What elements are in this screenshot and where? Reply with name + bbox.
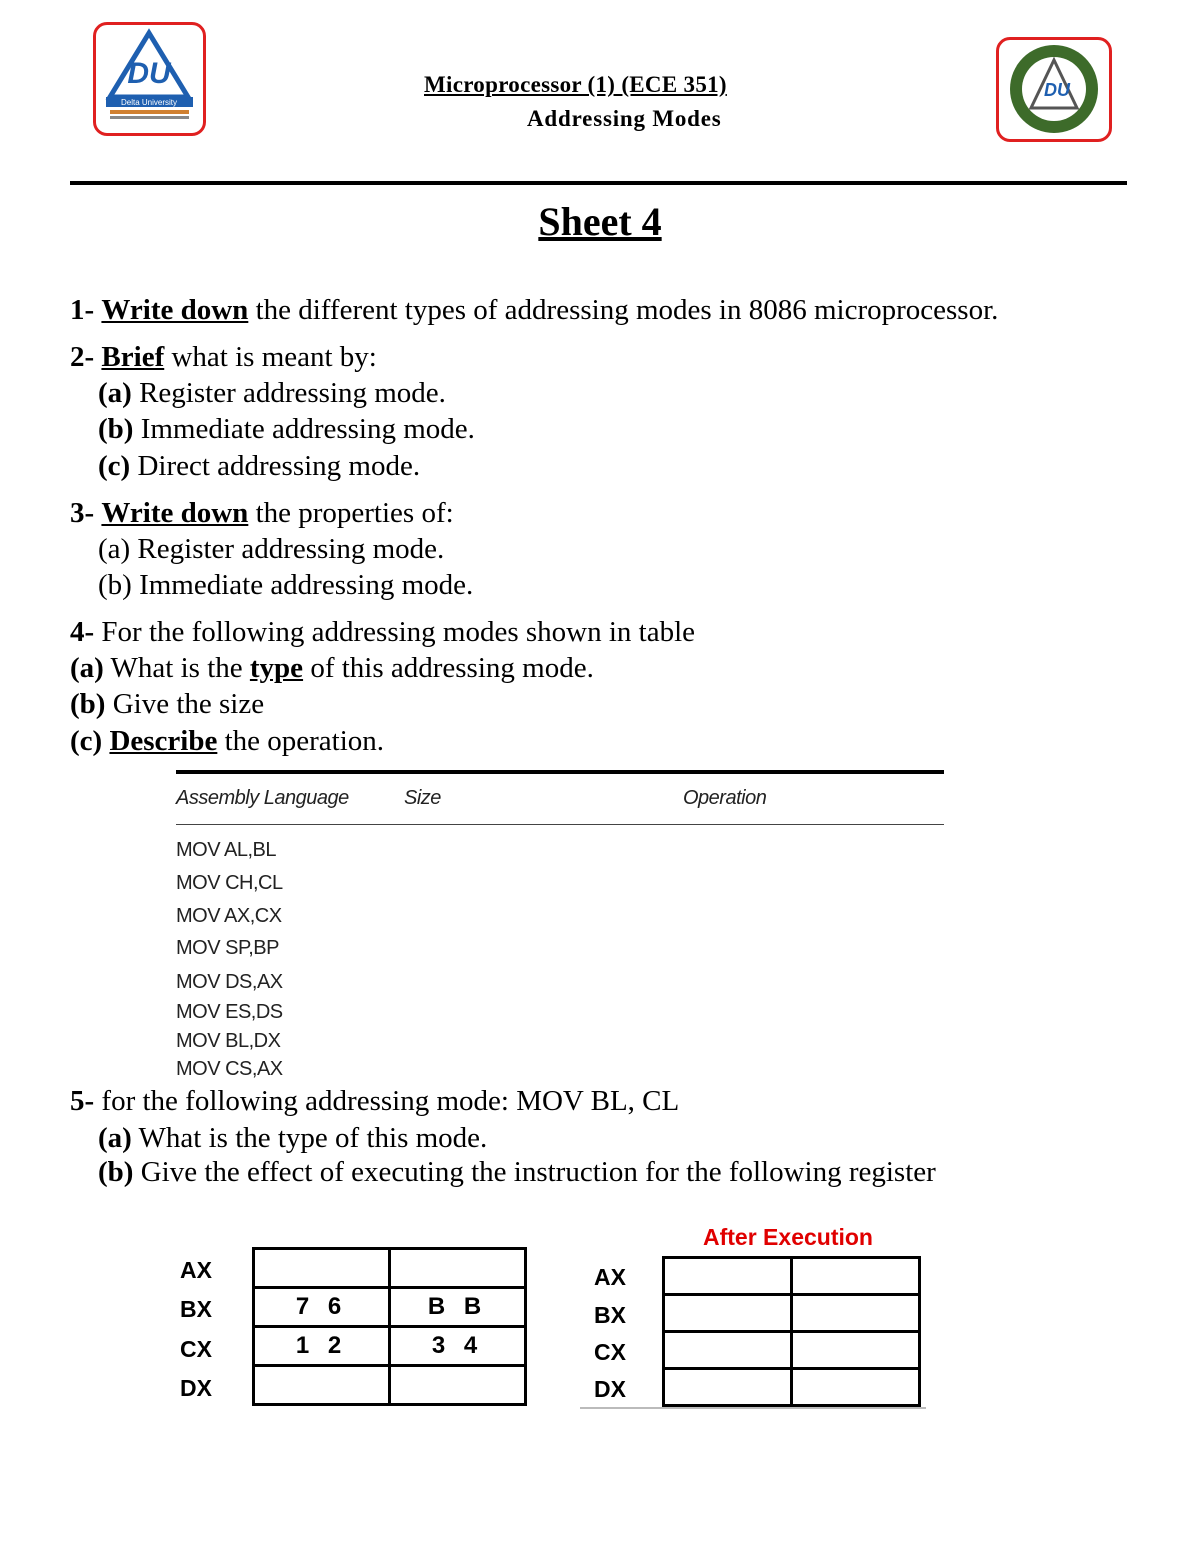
question-5-item-a: (a) What is the type of this mode.: [98, 1122, 488, 1154]
register-cell: [664, 1369, 792, 1406]
question-3-item-a: (a) Register addressing mode.: [98, 533, 445, 565]
svg-text:DU: DU: [1044, 80, 1070, 100]
table-row: MOV AX,CX: [176, 905, 282, 927]
after-grid-baseline: [580, 1407, 926, 1409]
register-label-cx: CX: [180, 1336, 212, 1362]
question-4-item-b: (b) Give the size: [70, 688, 265, 720]
register-cell: [254, 1366, 390, 1405]
register-cell: [792, 1369, 920, 1406]
register-cell: [390, 1249, 526, 1288]
course-subtitle: Addressing Modes: [527, 106, 722, 131]
register-cell: 1 2: [254, 1327, 390, 1366]
question-2-item-c: (c) Direct addressing mode.: [98, 450, 421, 482]
register-label-ax: AX: [180, 1257, 212, 1283]
after-register-label-bx: BX: [594, 1302, 626, 1328]
register-cell: [792, 1258, 920, 1295]
table-row: MOV AL,BL: [176, 839, 276, 861]
svg-text:Delta University: Delta University: [120, 98, 178, 107]
delta-university-logo: [93, 22, 206, 136]
table-row: MOV CH,CL: [176, 872, 283, 894]
question-2-item-b: (b) Immediate addressing mode.: [98, 413, 475, 445]
register-cell: [664, 1295, 792, 1332]
table-row: MOV BL,DX: [176, 1030, 281, 1052]
after-register-label-dx: DX: [594, 1376, 626, 1402]
register-label-bx: BX: [180, 1296, 212, 1322]
question-2-item-a: (a) Register addressing mode.: [98, 377, 446, 409]
faculty-seal-logo: [996, 37, 1112, 142]
course-title: Microprocessor (1) (ECE 351): [424, 72, 727, 97]
after-register-label-cx: CX: [594, 1339, 626, 1365]
table-row: MOV CS,AX: [176, 1058, 283, 1080]
question-5: 5- for the following addressing mode: MOV BL, CL: [70, 1085, 680, 1117]
register-cell: [792, 1332, 920, 1369]
register-cell: [792, 1295, 920, 1332]
table-header-rule: [176, 824, 944, 825]
after-register-label-ax: AX: [594, 1264, 626, 1290]
header-rule: [70, 181, 1127, 185]
register-cell: B B: [390, 1288, 526, 1327]
register-label-dx: DX: [180, 1375, 212, 1401]
table-top-rule: [176, 770, 944, 774]
register-grid-before: [252, 1247, 527, 1406]
sheet-title: Sheet 4: [538, 199, 662, 244]
table-row: MOV SP,BP: [176, 937, 279, 959]
register-cell: 3 4: [390, 1327, 526, 1366]
register-cell: 7 6: [254, 1288, 390, 1327]
question-5-item-b: (b) Give the effect of executing the instruction for the following register: [98, 1156, 936, 1188]
register-cell: [254, 1249, 390, 1288]
table-row: MOV DS,AX: [176, 971, 283, 993]
after-execution-title: After Execution: [703, 1224, 873, 1250]
table-header-assembly: Assembly Language: [176, 787, 349, 809]
table-header-size: Size: [404, 787, 441, 809]
table-header-operation: Operation: [683, 787, 767, 809]
question-3-item-b: (b) Immediate addressing mode.: [98, 569, 474, 601]
svg-text:DU: DU: [127, 57, 171, 90]
register-cell: [664, 1258, 792, 1295]
question-2: 2- Brief what is meant by:: [70, 341, 377, 373]
question-1: 1- Write down the different types of addressing modes in 8086 microprocessor.: [70, 294, 999, 326]
register-cell: [390, 1366, 526, 1405]
question-4-item-c: (c) Describe the operation.: [70, 725, 385, 757]
register-cell: [664, 1332, 792, 1369]
table-row: MOV ES,DS: [176, 1001, 283, 1023]
register-grid-after: [662, 1256, 921, 1407]
question-4: 4- For the following addressing modes shown in table: [70, 616, 696, 648]
question-4-item-a: (a) What is the type of this addressing mode.: [70, 652, 594, 684]
question-3: 3- Write down the properties of:: [70, 497, 454, 529]
